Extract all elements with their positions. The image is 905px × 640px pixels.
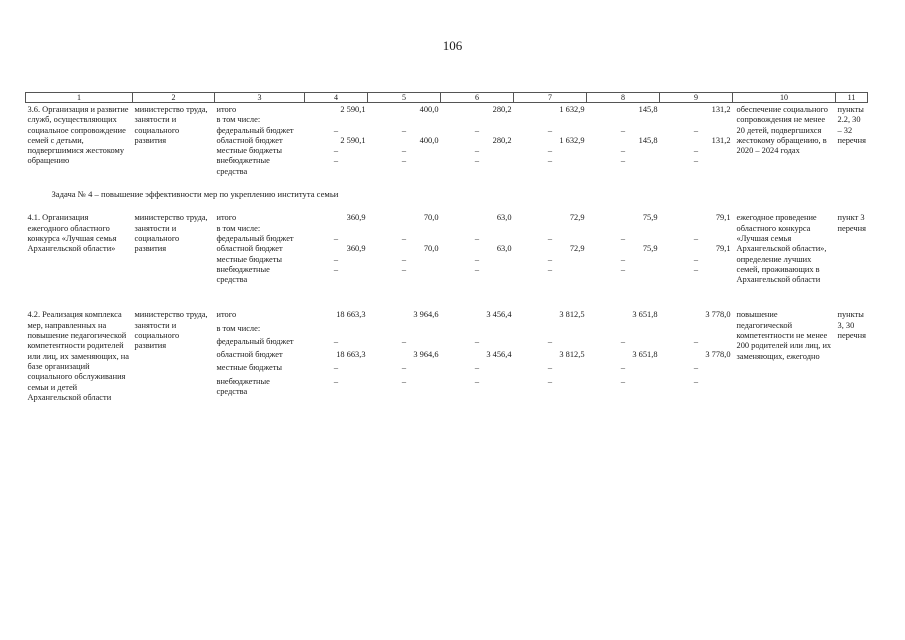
- dash: –: [474, 254, 480, 264]
- dash: –: [401, 363, 407, 373]
- amount-2023: 3 651,8: [632, 350, 658, 360]
- col-header: 7: [514, 93, 587, 103]
- amount-2021: 63,0: [496, 213, 512, 223]
- dash: –: [620, 363, 626, 373]
- amount-2023: 75,9: [642, 244, 658, 254]
- dash: –: [693, 254, 699, 264]
- dash: –: [693, 376, 699, 386]
- dash: –: [693, 156, 699, 166]
- dash: –: [401, 125, 407, 135]
- amount-2022: 1 632,9: [559, 105, 585, 114]
- col-header: 2: [133, 93, 215, 103]
- amount-total: 18 663,3: [336, 310, 366, 320]
- amount-2024: 131,2: [711, 135, 731, 145]
- amount-2023: 3 651,8: [632, 310, 658, 320]
- amount-2020: 70,0: [423, 213, 439, 223]
- funding-label: областной бюджет: [216, 135, 283, 145]
- program-table: [25, 92, 868, 403]
- amount-total: 360,9: [346, 244, 366, 254]
- dash: –: [474, 376, 480, 386]
- row-total: [26, 213, 868, 223]
- funding-label: итого: [216, 213, 237, 223]
- amount-2024: 79,1: [715, 213, 731, 223]
- funding-label: внебюджетные средства: [216, 156, 270, 176]
- dash: –: [474, 336, 480, 346]
- dash: –: [693, 146, 699, 156]
- dash: –: [620, 146, 626, 156]
- funding-label: областной бюджет: [216, 244, 283, 254]
- dash: –: [333, 264, 339, 274]
- amount-2022: 1 632,9: [559, 135, 585, 145]
- col-header: 3: [215, 93, 305, 103]
- amount-2021: 280,2: [492, 105, 512, 114]
- executor: министерство труда, занятости и социального развития: [134, 213, 208, 254]
- col-header: 6: [441, 93, 514, 103]
- dash: –: [474, 146, 480, 156]
- task-heading: Задача № 4 – повышение эффективности мер по укреплению института семьи: [51, 189, 339, 200]
- list-points: пункты 2.2, 30 – 32 перечня: [837, 105, 866, 145]
- funding-label: в том числе:: [216, 115, 261, 125]
- amount-2023: 145,8: [638, 135, 658, 145]
- dash: –: [333, 146, 339, 156]
- measure-title: 4.1. Организация ежегодного областного конкурса «Лучшая семья Архангельской области»: [27, 213, 117, 254]
- col-header: 1: [26, 93, 133, 103]
- dash: –: [474, 125, 480, 135]
- dash: –: [401, 156, 407, 166]
- dash: –: [547, 156, 553, 166]
- amount-2020: 70,0: [423, 244, 439, 254]
- dash: –: [474, 363, 480, 373]
- expected-result: обеспечение социального сопровождения не менее 20 детей, подвергшихся жестокому обращению, в 2020 – 2024 годах: [736, 105, 828, 156]
- dash: –: [401, 146, 407, 156]
- dash: –: [620, 233, 626, 243]
- funding-label: в том числе:: [216, 323, 261, 333]
- dash: –: [547, 146, 553, 156]
- funding-label: областной бюджет: [216, 350, 283, 360]
- funding-label: местные бюджеты: [216, 363, 283, 373]
- measure-title: 4.2. Реализация комплекса мер, направленных на повышение педагогической компетентности родителей или лиц, их заменяющих, на базе организаций социального обслуживания семьи и детей Архангельской области: [27, 310, 129, 402]
- amount-total: 360,9: [346, 213, 366, 223]
- dash: –: [401, 233, 407, 243]
- amount-2020: 400,0: [419, 135, 439, 145]
- amount-2022: 72,9: [569, 244, 585, 254]
- funding-label: итого: [216, 310, 237, 320]
- col-header: 5: [368, 93, 441, 103]
- amount-2024: 3 778,0: [705, 310, 731, 320]
- column-number-row: [26, 93, 868, 103]
- funding-label: внебюджетные средства: [216, 264, 270, 285]
- dash: –: [547, 233, 553, 243]
- dash: –: [693, 336, 699, 346]
- dash: –: [693, 363, 699, 373]
- dash: –: [693, 264, 699, 274]
- dash: –: [401, 336, 407, 346]
- funding-label: федеральный бюджет: [216, 233, 294, 243]
- dash: –: [474, 264, 480, 274]
- funding-label: федеральный бюджет: [216, 336, 294, 346]
- amount-2022: 3 812,5: [559, 350, 585, 360]
- amount-2022: 3 812,5: [559, 310, 585, 320]
- dash: –: [547, 125, 553, 135]
- dash: –: [693, 125, 699, 135]
- dash: –: [333, 376, 339, 386]
- amount-2023: 145,8: [638, 105, 658, 114]
- dash: –: [620, 156, 626, 166]
- executor: министерство труда, занятости и социального развития: [134, 310, 208, 351]
- dash: –: [547, 363, 553, 373]
- dash: –: [333, 233, 339, 243]
- dash: –: [693, 233, 699, 243]
- funding-label: местные бюджеты: [216, 146, 283, 156]
- row-total: [26, 103, 868, 116]
- expected-result: повышение педагогической компетентности не менее 200 родителей или лиц, их заменяющих, ежегодно: [736, 310, 832, 361]
- dash: –: [333, 125, 339, 135]
- dash: –: [620, 254, 626, 264]
- dash: –: [333, 254, 339, 264]
- amount-2023: 75,9: [642, 213, 658, 223]
- dash: –: [620, 336, 626, 346]
- dash: –: [547, 336, 553, 346]
- task-heading-row: [26, 177, 868, 213]
- dash: –: [474, 233, 480, 243]
- measure-title: 3.6. Организация и развитие служб, осуществляющих социальное сопровождение семей с детьми, подвергшимися жестокому обращению: [27, 105, 129, 166]
- funding-label: итого: [216, 105, 237, 114]
- dash: –: [333, 336, 339, 346]
- col-header: 8: [587, 93, 660, 103]
- amount-2024: 131,2: [711, 105, 731, 114]
- list-points: пункты 3, 30 перечня: [837, 310, 866, 341]
- amount-2022: 72,9: [569, 213, 585, 223]
- page-number: 106: [442, 38, 463, 53]
- amount-2021: 3 456,4: [486, 310, 512, 320]
- row-total: [26, 310, 868, 323]
- amount-2024: 3 778,0: [705, 350, 731, 360]
- amount-2021: 63,0: [496, 244, 512, 254]
- funding-label: в том числе:: [216, 223, 261, 233]
- dash: –: [401, 264, 407, 274]
- funding-label: местные бюджеты: [216, 254, 283, 264]
- amount-total: 2 590,1: [340, 105, 366, 114]
- amount-2021: 3 456,4: [486, 350, 512, 360]
- amount-2020: 3 964,6: [413, 310, 439, 320]
- dash: –: [333, 156, 339, 166]
- executor: министерство труда, занятости и социального развития: [134, 105, 208, 145]
- dash: –: [474, 156, 480, 166]
- amount-total: 2 590,1: [340, 135, 366, 145]
- amount-2020: 400,0: [419, 105, 439, 114]
- funding-label: федеральный бюджет: [216, 125, 294, 135]
- funding-label: внебюджетные средства: [216, 376, 270, 396]
- expected-result: ежегодное проведение областного конкурса «Лучшая семья Архангельской области», определение лучших семей, проживающих в Архангельской области: [736, 213, 827, 285]
- dash: –: [547, 264, 553, 274]
- col-header: 11: [836, 93, 868, 103]
- col-header: 10: [733, 93, 836, 103]
- col-header: 9: [660, 93, 733, 103]
- amount-2021: 280,2: [492, 135, 512, 145]
- dash: –: [333, 363, 339, 373]
- col-header: 4: [305, 93, 368, 103]
- dash: –: [547, 254, 553, 264]
- amount-2020: 3 964,6: [413, 350, 439, 360]
- amount-total: 18 663,3: [336, 350, 366, 360]
- dash: –: [547, 376, 553, 386]
- amount-2024: 79,1: [715, 244, 731, 254]
- dash: –: [401, 254, 407, 264]
- list-points: пункт 3 перечня: [837, 213, 866, 233]
- dash: –: [620, 125, 626, 135]
- dash: –: [620, 264, 626, 274]
- dash: –: [620, 376, 626, 386]
- dash: –: [401, 376, 407, 386]
